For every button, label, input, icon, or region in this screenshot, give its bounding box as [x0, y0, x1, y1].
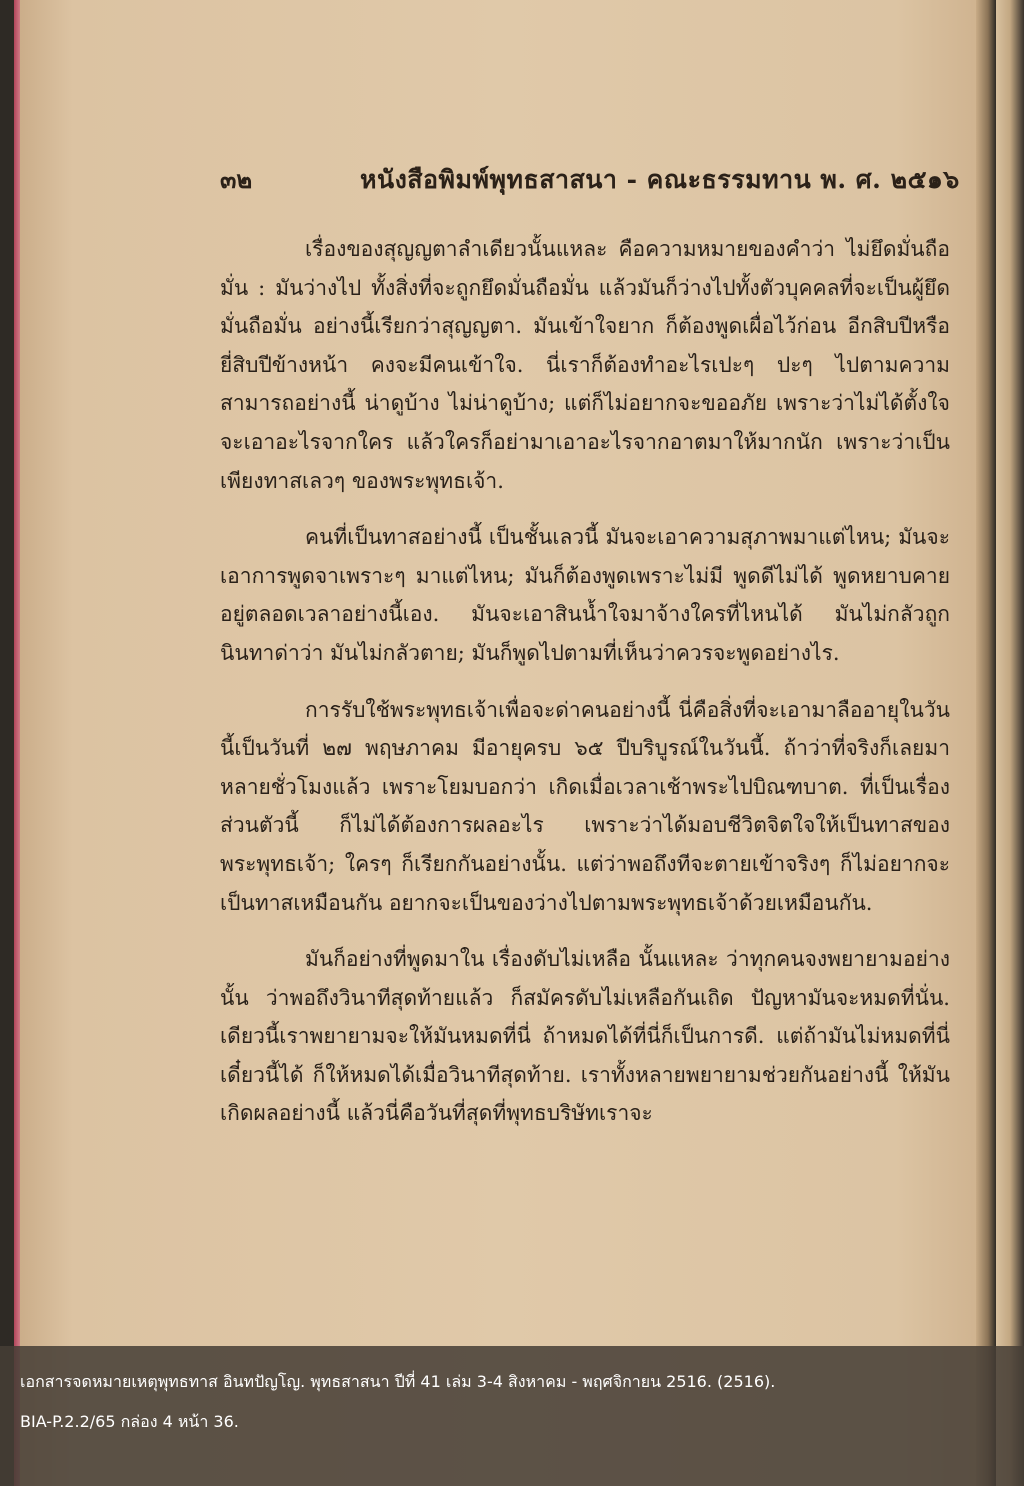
page-number: ๓๒	[220, 165, 253, 194]
paragraph: มันก็อย่างที่พูดมาใน เรื่องดับไม่เหลือ นั้นแหละ ว่าทุกคนจงพยายามอย่างนั้น ว่าพอถึงวินาทีสุดท้ายแล้ว ก็สมัครดับไม่เหลือกันเถิด ปัญหามันจะหมดที่นั่น. เดียวนี้เราพยายามจะให้มันหมดที่นี่ ถ้าหมดได้ที่นี่ก็เป็นการดี. แต่ถ้ามันไม่หมดที่นี่เดี๋ยวนี้ได้ ก็ให้หมดได้เมื่อวินาทีสุดท้าย. เราทั้งหลายพยายามช่วยกันอย่างนี้ ให้มันเกิดผลอย่างนี้ แล้วนี่คือวันที่สุดที่พุทธบริษัทเราจะ	[220, 947, 950, 1126]
page-edge-left	[14, 0, 20, 1486]
archive-caption	[0, 1346, 1024, 1486]
paragraph: เรื่องของสุญญตาลำเดียวนั้นแหละ คือความหมายของคำว่า ไม่ยึดมั่นถือมั่น : มันว่างไป ทั้งสิ่งที่จะถูกยึดมั่นถือมั่น แล้วมันก็ว่างไปทั้งตัวบุคคลที่จะเป็นผู้ยึดมั่นถือมั่น อย่างนี้เรียกว่าสุญญตา. มันเข้าใจยาก ก็ต้องพูดเผื่อไว้ก่อน อีกสิบปีหรือยี่สิบปีข้างหน้า คงจะมีคนเข้าใจ. นี่เราก็ต้องทำอะไรเปะๆ ปะๆ ไปตามความสามารถอย่างนี้ น่าดูบ้าง ไม่น่าดูบ้าง; แต่ก็ไม่อยากจะขออภัย เพราะว่าไม่ได้ตั้งใจจะเอาอะไรจากใคร แล้วใครก็อย่ามาเอาอะไรจากอาตมาให้มากนัก เพราะว่าเป็นเพียงทาสเลวๆ ของพระพุทธเจ้า.	[220, 237, 950, 493]
caption-citation: เอกสารจดหมายเหตุพุทธทาส อินทปัญโญ. พุทธสาสนา ปีที่ 41 เล่ม 3-4 สิงหาคม - พฤศจิกายน 2516. (2516).	[20, 1372, 776, 1391]
article-body	[220, 230, 950, 1133]
running-title: หนังสือพิมพ์พุทธสาสนา - คณะธรรมทาน พ. ศ. ๒๕๑๖	[360, 165, 960, 194]
page-edge-right	[976, 0, 996, 1486]
book-spine	[996, 0, 1024, 1486]
paragraph: คนที่เป็นทาสอย่างนี้ เป็นชั้นเลวนี้ มันจะเอาความสุภาพมาแต่ไหน; มันจะเอาการพูดจาเพราะๆ มาแต่ไหน; มันก็ต้องพูดเพราะไม่มี พูดดีไม่ได้ พูดหยาบคายอยู่ตลอดเวลาอย่างนี้เอง. มันจะเอาสินน้ำใจมาจ้างใครที่ไหนได้ มันไม่กลัวถูกนินทาด่าว่า มันไม่กลัวตาย; มันก็พูดไปตามที่เห็นว่าควรจะพูดอย่างไร.	[220, 525, 950, 665]
page-header	[220, 160, 960, 200]
caption-reference: BIA-P.2.2/65 กล่อง 4 หน้า 36.	[20, 1412, 239, 1431]
paragraph: การรับใช้พระพุทธเจ้าเพื่อจะด่าคนอย่างนี้ นี่คือสิ่งที่จะเอามาลืออายุในวันนี้เป็นวันที่ ๒๗ พฤษภาคม มีอายุครบ ๖๕ ปีบริบูรณ์ในวันนี้. ถ้าว่าที่จริงก็เลยมาหลายชั่วโมงแล้ว เพราะโยมบอกว่า เกิดเมื่อเวลาเช้าพระไปบิณฑบาต. ที่เป็นเรื่องส่วนตัวนี้ ก็ไม่ได้ต้องการผลอะไร เพราะว่าได้มอบชีวิตจิตใจให้เป็นทาสของพระพุทธเจ้า; ใครๆ ก็เรียกกันอย่างนั้น. แต่ว่าพอถึงทีจะตายเข้าจริงๆ ก็ไม่อยากจะเป็นทาสเหมือนกัน อยากจะเป็นของว่างไปตามพระพุทธเจ้าด้วยเหมือนกัน.	[220, 697, 950, 915]
